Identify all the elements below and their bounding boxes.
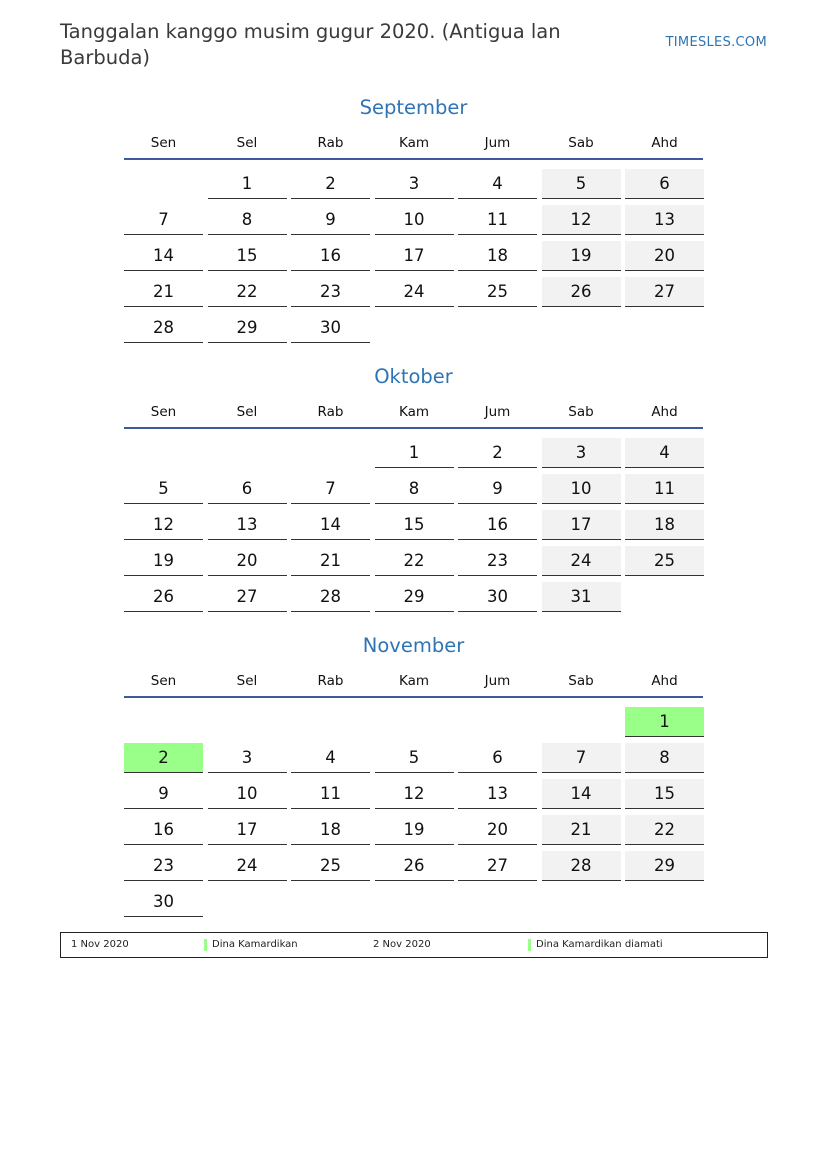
day-cell: 30 xyxy=(291,313,370,343)
day-cell: 30 xyxy=(458,582,537,612)
day-cell: 13 xyxy=(458,779,537,809)
weekday-header: Sab xyxy=(568,135,594,151)
legend-holiday-name: Dina Kamardikan xyxy=(204,939,298,950)
day-cell: 17 xyxy=(375,241,454,271)
day-cell: 14 xyxy=(542,779,621,809)
day-cell: 27 xyxy=(458,851,537,881)
day-cell: 22 xyxy=(625,815,704,845)
header-rule xyxy=(124,696,703,698)
weekday-header: Sen xyxy=(150,135,177,151)
day-cell: 4 xyxy=(625,438,704,468)
day-cell: 23 xyxy=(291,277,370,307)
day-cell: 26 xyxy=(542,277,621,307)
day-cell: 15 xyxy=(375,510,454,540)
day-cell: 31 xyxy=(542,582,621,612)
holiday-color-marker xyxy=(204,939,207,951)
day-cell: 24 xyxy=(208,851,287,881)
day-cell: 29 xyxy=(375,582,454,612)
holiday-day-cell: 2 xyxy=(124,743,203,773)
day-cell: 25 xyxy=(625,546,704,576)
day-cell: 3 xyxy=(208,743,287,773)
day-cell: 20 xyxy=(458,815,537,845)
weekday-header: Sen xyxy=(150,673,177,689)
day-cell: 13 xyxy=(625,205,704,235)
weekday-header: Sel xyxy=(236,404,258,420)
day-cell: 10 xyxy=(542,474,621,504)
header-rule xyxy=(124,158,703,160)
holiday-color-marker xyxy=(528,939,531,951)
day-cell: 6 xyxy=(458,743,537,773)
day-cell: 19 xyxy=(124,546,203,576)
day-cell: 8 xyxy=(208,205,287,235)
legend-holiday-name: Dina Kamardikan diamati xyxy=(528,939,663,950)
weekday-header: Rab xyxy=(317,135,344,151)
day-cell: 19 xyxy=(542,241,621,271)
day-cell: 20 xyxy=(208,546,287,576)
day-cell: 2 xyxy=(458,438,537,468)
day-cell: 1 xyxy=(208,169,287,199)
day-cell: 23 xyxy=(458,546,537,576)
day-cell: 4 xyxy=(291,743,370,773)
day-cell: 28 xyxy=(291,582,370,612)
month-title: Oktober xyxy=(374,365,453,388)
month-title: November xyxy=(362,634,465,657)
day-cell: 30 xyxy=(124,887,203,917)
day-cell: 8 xyxy=(625,743,704,773)
weekday-header: Kam xyxy=(398,135,430,151)
day-cell: 17 xyxy=(542,510,621,540)
weekday-header: Sen xyxy=(150,404,177,420)
weekday-header: Kam xyxy=(398,673,430,689)
day-cell: 7 xyxy=(291,474,370,504)
day-cell: 14 xyxy=(291,510,370,540)
brand-link[interactable]: TIMESLES.COM xyxy=(665,35,767,50)
day-cell: 22 xyxy=(208,277,287,307)
day-cell: 18 xyxy=(458,241,537,271)
day-cell: 12 xyxy=(124,510,203,540)
day-cell: 16 xyxy=(458,510,537,540)
day-cell: 6 xyxy=(625,169,704,199)
day-cell: 26 xyxy=(375,851,454,881)
day-cell: 16 xyxy=(124,815,203,845)
day-cell: 4 xyxy=(458,169,537,199)
day-cell: 25 xyxy=(291,851,370,881)
day-cell: 7 xyxy=(124,205,203,235)
day-cell: 18 xyxy=(291,815,370,845)
weekday-header: Ahd xyxy=(651,673,678,689)
day-cell: 16 xyxy=(291,241,370,271)
weekday-header: Sel xyxy=(236,673,258,689)
weekday-header: Rab xyxy=(317,404,344,420)
day-cell: 9 xyxy=(124,779,203,809)
weekday-header: Ahd xyxy=(651,404,678,420)
day-cell: 20 xyxy=(625,241,704,271)
day-cell: 10 xyxy=(208,779,287,809)
day-cell: 11 xyxy=(458,205,537,235)
day-cell: 23 xyxy=(124,851,203,881)
day-cell: 25 xyxy=(458,277,537,307)
day-cell: 9 xyxy=(458,474,537,504)
day-cell: 10 xyxy=(375,205,454,235)
weekday-header: Sab xyxy=(568,673,594,689)
day-cell: 26 xyxy=(124,582,203,612)
legend-date: 2 Nov 2020 xyxy=(373,939,431,950)
day-cell: 19 xyxy=(375,815,454,845)
day-cell: 12 xyxy=(542,205,621,235)
day-cell: 8 xyxy=(375,474,454,504)
weekday-header: Ahd xyxy=(651,135,678,151)
day-cell: 14 xyxy=(124,241,203,271)
day-cell: 5 xyxy=(375,743,454,773)
weekday-header: Kam xyxy=(398,404,430,420)
day-cell: 21 xyxy=(542,815,621,845)
weekday-header: Jum xyxy=(484,404,511,420)
day-cell: 2 xyxy=(291,169,370,199)
day-cell: 13 xyxy=(208,510,287,540)
day-cell: 12 xyxy=(375,779,454,809)
day-cell: 27 xyxy=(625,277,704,307)
day-cell: 18 xyxy=(625,510,704,540)
day-cell: 5 xyxy=(542,169,621,199)
day-cell: 15 xyxy=(625,779,704,809)
day-cell: 29 xyxy=(625,851,704,881)
weekday-header: Sab xyxy=(568,404,594,420)
day-cell: 17 xyxy=(208,815,287,845)
day-cell: 28 xyxy=(124,313,203,343)
day-cell: 15 xyxy=(208,241,287,271)
day-cell: 21 xyxy=(124,277,203,307)
day-cell: 1 xyxy=(375,438,454,468)
day-cell: 28 xyxy=(542,851,621,881)
day-cell: 7 xyxy=(542,743,621,773)
weekday-header: Rab xyxy=(317,673,344,689)
holiday-legend xyxy=(60,932,768,958)
day-cell: 11 xyxy=(625,474,704,504)
day-cell: 22 xyxy=(375,546,454,576)
day-cell: 21 xyxy=(291,546,370,576)
day-cell: 24 xyxy=(375,277,454,307)
header-rule xyxy=(124,427,703,429)
day-cell: 29 xyxy=(208,313,287,343)
legend-date: 1 Nov 2020 xyxy=(71,939,129,950)
day-cell: 5 xyxy=(124,474,203,504)
weekday-header: Jum xyxy=(484,673,511,689)
day-cell: 9 xyxy=(291,205,370,235)
page-title: Tanggalan kanggo musim gugur 2020. (Antigua lan Barbuda) xyxy=(60,20,561,69)
holiday-day-cell: 1 xyxy=(625,707,704,737)
day-cell: 6 xyxy=(208,474,287,504)
day-cell: 27 xyxy=(208,582,287,612)
day-cell: 11 xyxy=(291,779,370,809)
day-cell: 24 xyxy=(542,546,621,576)
month-title: September xyxy=(359,96,468,119)
day-cell: 3 xyxy=(375,169,454,199)
weekday-header: Jum xyxy=(484,135,511,151)
day-cell: 3 xyxy=(542,438,621,468)
weekday-header: Sel xyxy=(236,135,258,151)
